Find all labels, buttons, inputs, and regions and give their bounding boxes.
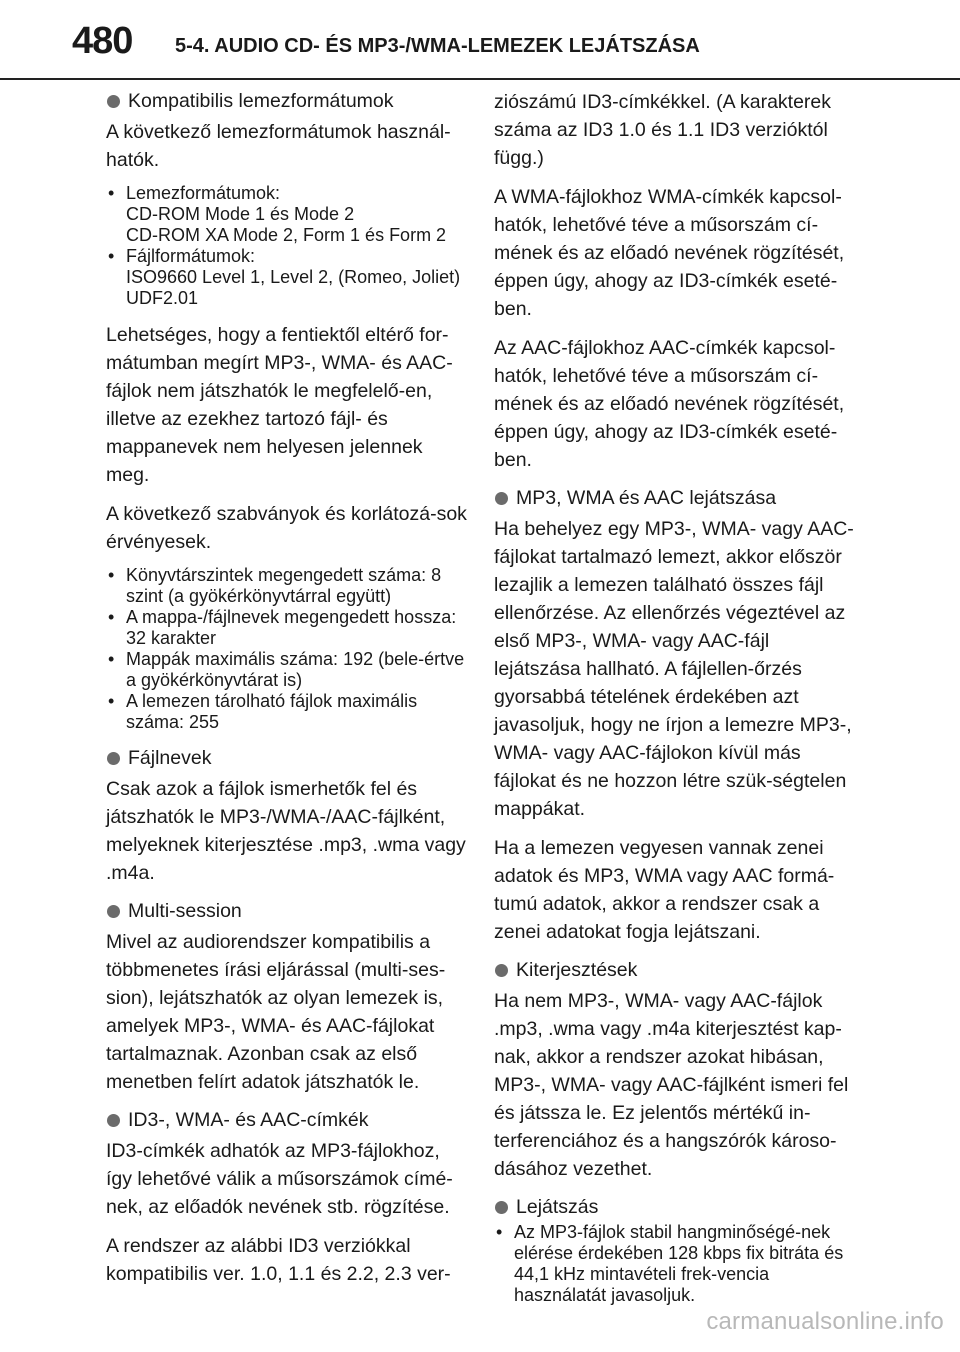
bullet-dot-icon xyxy=(495,964,508,977)
paragraph: A következő lemezformátumok használ-hatók. xyxy=(106,121,451,171)
page-header xyxy=(0,0,960,82)
left-column xyxy=(106,88,468,1299)
section-heading: Lejátszás xyxy=(494,1194,856,1220)
paragraph: Lehetséges, hogy a fentiektől eltérő for-mátumban megírt MP3-, WMA- és AAC-fájlok nem játszhatók le megfelelő-en, illetve az ezekhez tartozó fájl- és mappanevek nem helyesen jelennek meg. xyxy=(106,324,453,486)
list-item: • A mappa-/fájlnevek megengedett hossza: 32 karakter xyxy=(106,607,468,649)
section-heading: Multi-session xyxy=(106,898,468,924)
paragraph: ID3-címkék adhatók az MP3-fájlokhoz, így lehetővé válik a műsorszámok címé-nek, az előadók nevének stb. rögzítése. xyxy=(106,1140,453,1218)
bullet-dot-icon xyxy=(495,492,508,505)
page-number: 480 xyxy=(72,20,133,62)
section-heading: MP3, WMA és AAC lejátszása xyxy=(494,485,856,511)
bullet-dot-icon xyxy=(107,752,120,765)
section-heading: Kiterjesztések xyxy=(494,957,856,983)
section-heading: ID3-, WMA- és AAC-címkék xyxy=(106,1107,468,1133)
paragraph: Ha nem MP3-, WMA- vagy AAC-fájlok .mp3, .wma vagy .m4a kiterjesztést kap-nak, akkor a rendszer azokat hibásan, MP3-, WMA- vagy AAC-fájlként ismeri fel és játssza le. Ez jelentős mértékű in-terferenciához és a hangszórók károso-dásához vezethet. xyxy=(494,990,849,1180)
section-heading: Fájlnevek xyxy=(106,745,468,771)
bullet-list xyxy=(494,1222,856,1306)
bullet-dot-icon xyxy=(107,1114,120,1127)
paragraph: A következő szabványok és korlátozá-sok érvényesek. xyxy=(106,503,467,553)
list-item: • Az MP3-fájlok stabil hangminőségé-nek elérése érdekében 128 kbps fix bitráta és 44,1 kHz mintavételi frek-vencia használatát javasoljuk. xyxy=(494,1222,856,1306)
list-item: • Lemezformátumok: CD-ROM Mode 1 és Mode 2 CD-ROM XA Mode 2, Form 1 és Form 2 xyxy=(106,183,468,246)
header-divider xyxy=(0,78,960,80)
paragraph: Ha behelyez egy MP3-, WMA- vagy AAC-fájlokat tartalmazó lemezt, akkor először lezajlik a lemezen található összes fájl ellenőrzése. Az ellenőrzés végeztével az első MP3-, WMA- vagy AAC-fájl lejátszása hallható. A fájlellen-őrzés gyorsabbá tételének érdekében azt javasoljuk, hogy ne írjon a lemezre MP3-, WMA- vagy AAC-fájlokon kívül más fájlokat és ne hozzon létre szük-ségtelen mappákat. xyxy=(494,518,854,820)
paragraph: Az AAC-fájlokhoz AAC-címkék kapcsol-hatók, lehetővé téve a műsorszám cí-mének és az előadó nevének rögzítését, éppen úgy, ahogy az ID3-címkék eseté-ben. xyxy=(494,337,845,471)
right-column xyxy=(494,88,856,1318)
bullet-dot-icon xyxy=(495,1201,508,1214)
paragraph: A rendszer az alábbi ID3 verziókkal kompatibilis ver. 1.0, 1.1 és 2.2, 2.3 ver- xyxy=(106,1235,451,1285)
bullet-list xyxy=(106,183,468,309)
bullet-dot-icon xyxy=(107,95,120,108)
list-item: • A lemezen tárolható fájlok maximális száma: 255 xyxy=(106,691,468,733)
section-title: 5-4. AUDIO CD- ÉS MP3-/WMA-LEMEZEK LEJÁTSZÁSA xyxy=(175,35,700,57)
paragraph: Ha a lemezen vegyesen vannak zenei adatok és MP3, WMA vagy AAC formá-tumú adatok, akkor a rendszer csak a zenei adatokat fogja lejátszani. xyxy=(494,837,835,943)
list-item: • Könyvtárszintek megengedett száma: 8 szint (a gyökérkönyvtárral együtt) xyxy=(106,565,468,607)
list-item: • Mappák maximális száma: 192 (bele-értve a gyökérkönyvtárat is) xyxy=(106,649,468,691)
paragraph: Mivel az audiorendszer kompatibilis a többmenetes írási eljárással (multi-ses-sion), lejátszhatók az olyan lemezek is, amelyek MP3-, WMA- és AAC-fájlokat tartalmaznak. Azonban csak az első menetben felírt adatok játszhatók le. xyxy=(106,931,446,1093)
paragraph: A WMA-fájlokhoz WMA-címkék kapcsol-hatók, lehetővé téve a műsorszám cí-mének és az előadó nevének rögzítését, éppen úgy, ahogy az ID3-címkék eseté-ben. xyxy=(494,186,845,320)
paragraph: Csak azok a fájlok ismerhetők fel és játszhatók le MP3-/WMA-/AAC-fájlként, melyeknek kiterjesztése .mp3, .wma vagy .m4a. xyxy=(106,778,466,884)
bullet-dot-icon xyxy=(107,905,120,918)
list-item: • Fájlformátumok: ISO9660 Level 1, Level 2, (Romeo, Joliet) UDF2.01 xyxy=(106,246,468,309)
bullet-list xyxy=(106,565,468,733)
watermark: carmanualsonline.info xyxy=(706,1308,944,1335)
section-heading: Kompatibilis lemezformátumok xyxy=(106,88,468,114)
paragraph: ziószámú ID3-címkékkel. (A karakterek száma az ID3 1.0 és 1.1 ID3 verzióktól függ.) xyxy=(494,91,832,169)
